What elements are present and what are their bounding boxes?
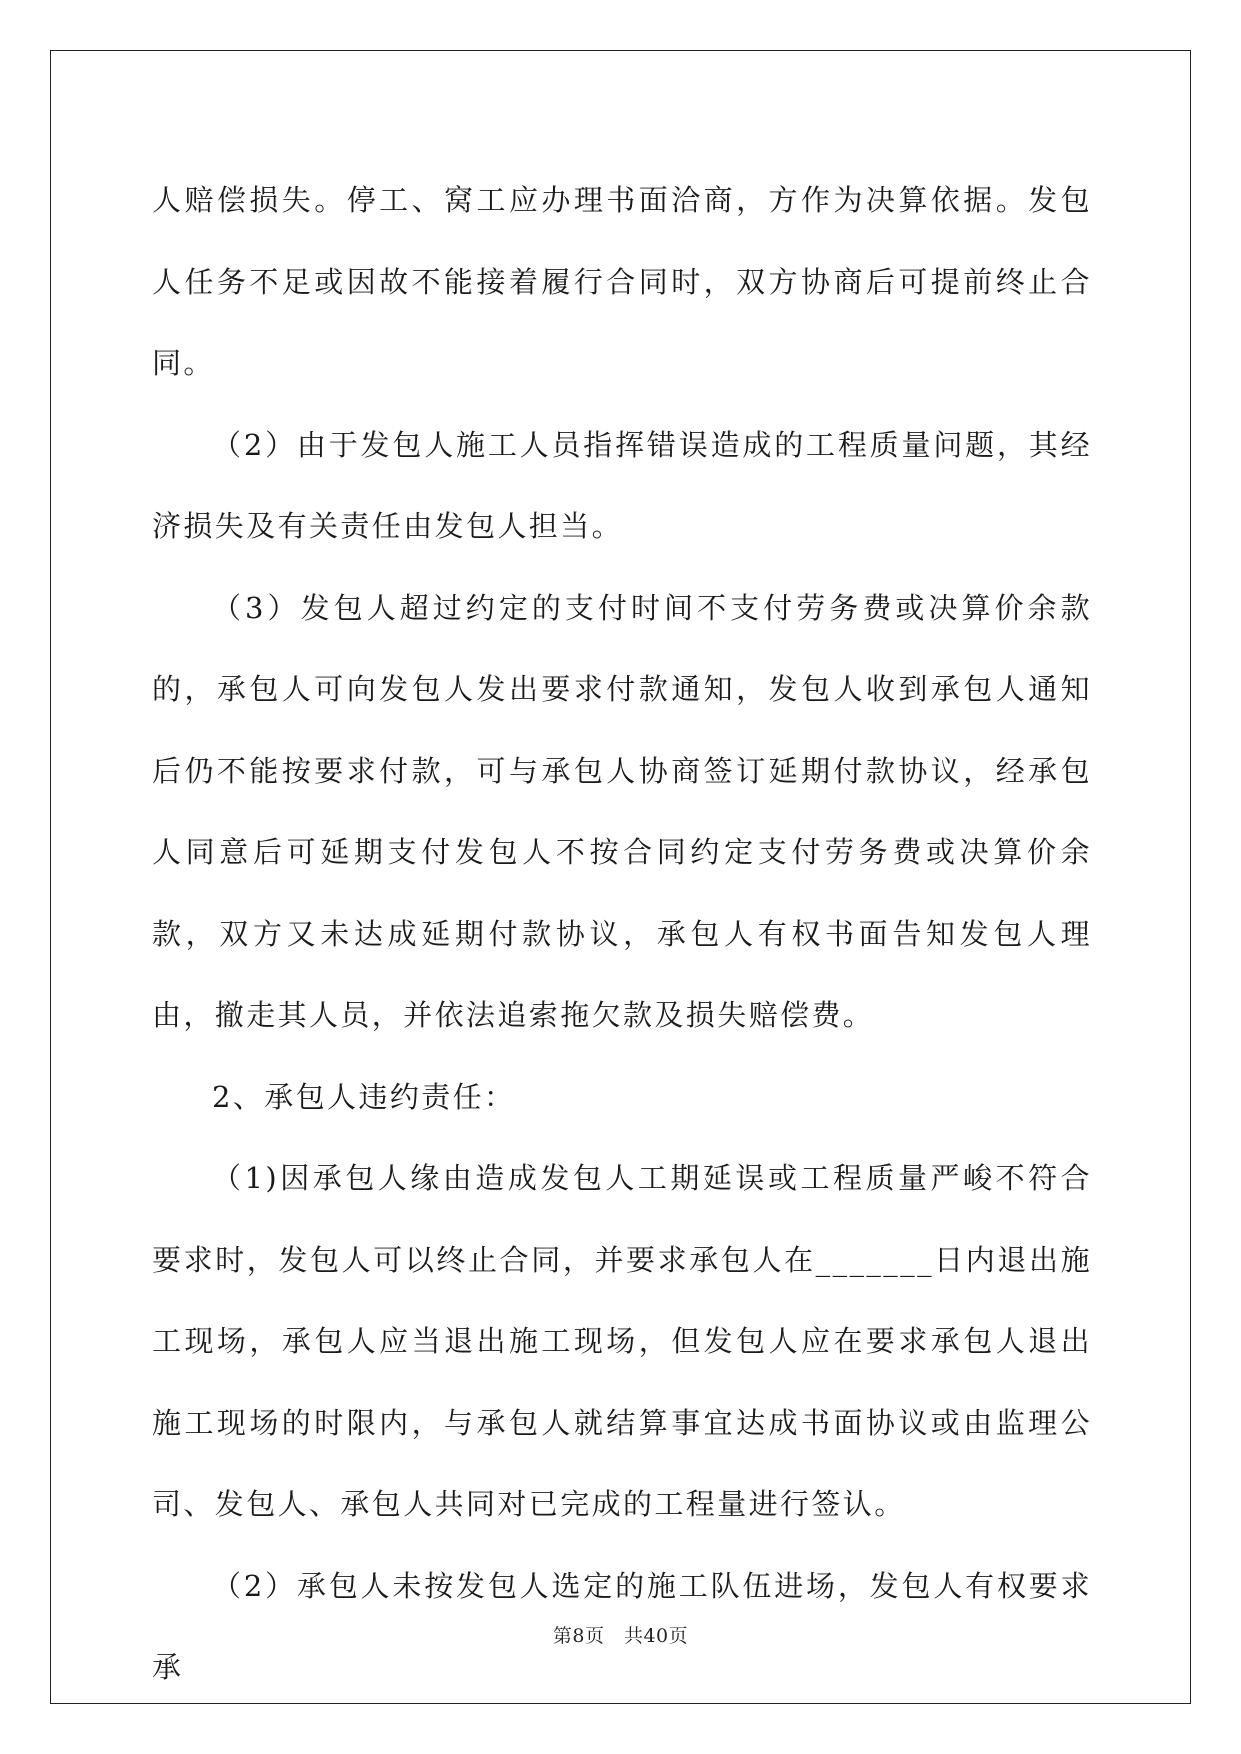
paragraph-3: （3）发包人超过约定的支付时间不支付劳务费或决算价余款的，承包人可向发包人发出要求付款通知，发包人收到承包人通知后仍不能按要求付款，可与承包人协商签订延期付款协议，经承包人同意后可延期支付发包人不按合同约定支付劳务费或决算价余款，双方又未达成延期付款协议，承包人有权书面告知发包人理由，撤走其人员，并依法追索拖欠款及损失赔偿费。 (152, 590, 1092, 1032)
paragraph-5: （1)因承包人缘由造成发包人工期延误或工程质量严峻不符合要求时，发包人可以终止合同，并要求承包人在_______日内退出施工现场，承包人应当退出施工现场，但发包人应在要求承包人退出施工现场的时限内，与承包人就结算事宜达成书面协议或由监理公司、发包人、承包人共同对已完成的工程量进行签认。 (152, 1161, 1092, 1521)
footer-total-pages: 40 (643, 1625, 669, 1647)
page-footer (0, 1621, 1241, 1648)
document-body (152, 160, 1092, 1709)
paragraph-6: （2）承包人未按发包人选定的施工队伍进场，发包人有权要求承 (152, 1568, 1092, 1684)
paragraph-1: 人赔偿损失。停工、窝工应办理书面洽商，方作为决算依据。发包人任务不足或因故不能接着履行合同时，双方协商后可提前终止合同。 (152, 183, 1092, 380)
paragraph-2: （2）由于发包人施工人员指挥错误造成的工程质量问题，其经济损失及有关责任由发包人担当。 (152, 427, 1092, 543)
footer-page-mid: 页 共 (584, 1625, 644, 1647)
footer-page-number: 8 (572, 1625, 585, 1647)
footer-page-prefix: 第 (552, 1625, 573, 1647)
paragraph-4: 2、承包人违约责任： (212, 1079, 516, 1114)
footer-page-suffix: 页 (668, 1625, 689, 1647)
